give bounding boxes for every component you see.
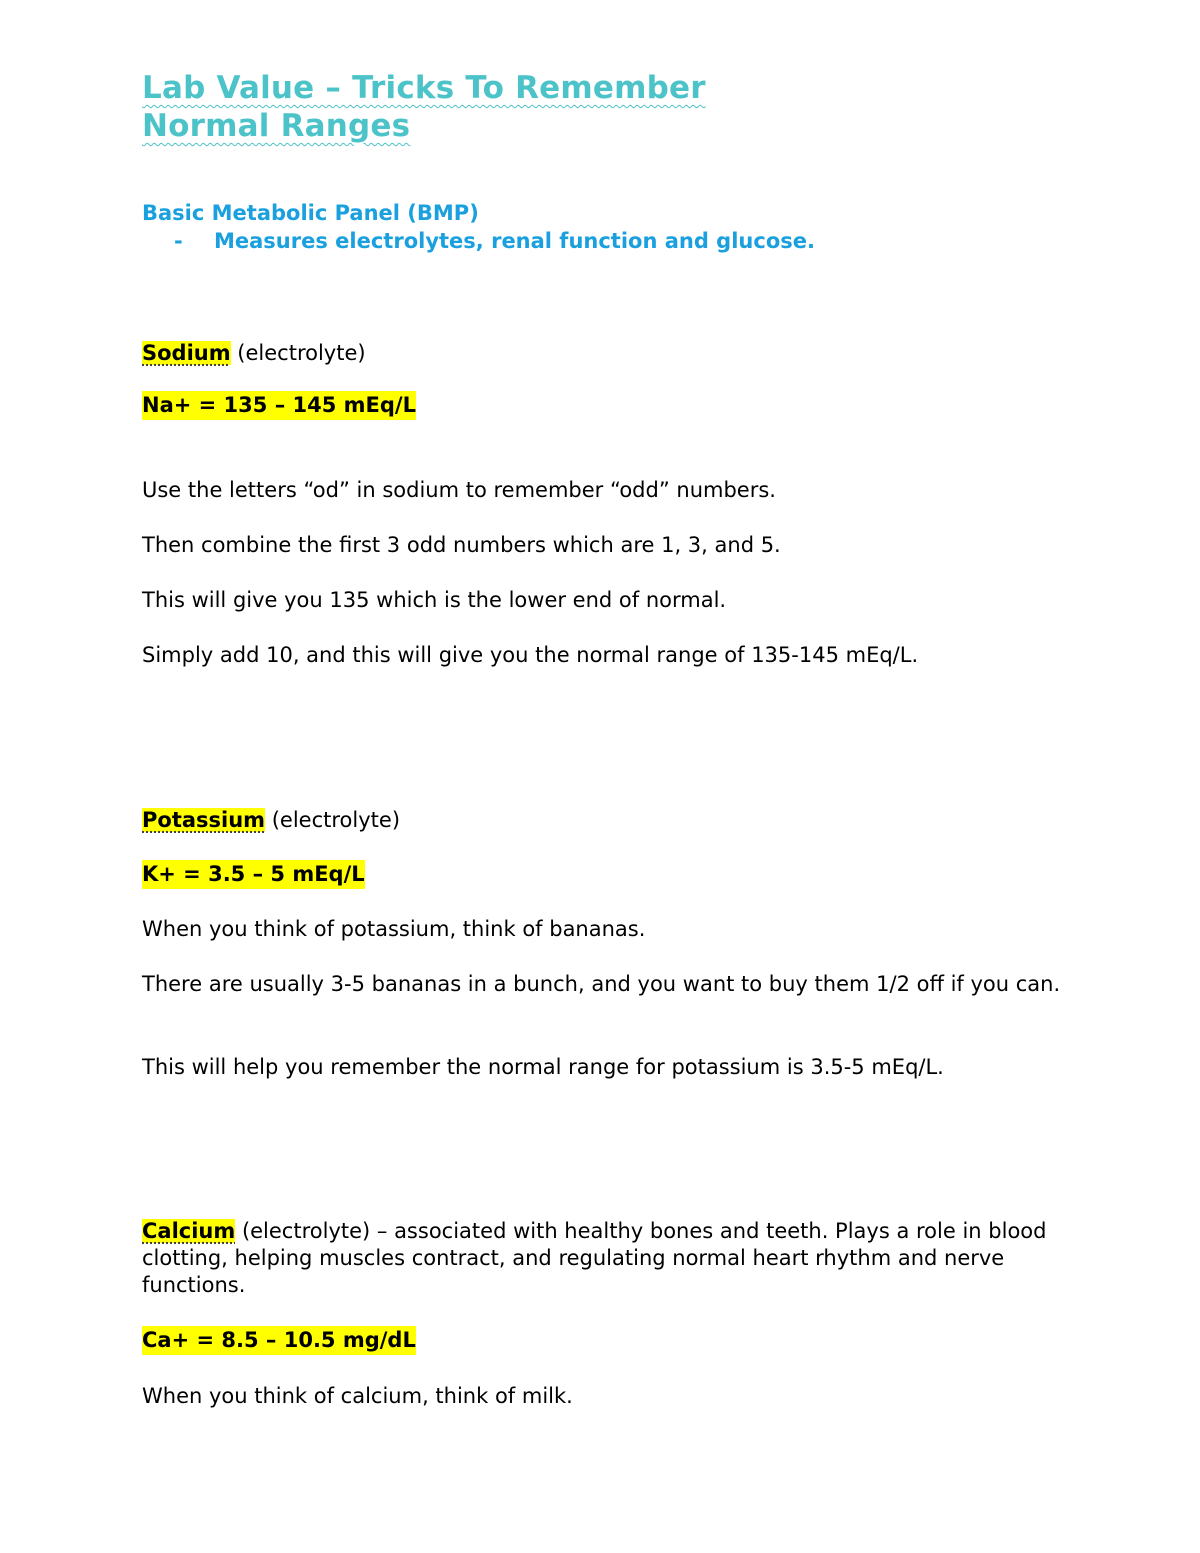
potassium-term: Potassium — [142, 808, 266, 832]
calcium-term: Calcium — [142, 1219, 236, 1243]
potassium-qualifier: (electrolyte) — [265, 808, 401, 832]
sodium-term: Sodium — [142, 341, 231, 365]
potassium-line: When you think of potassium, think of bananas. — [142, 917, 646, 941]
bmp-bullet — [174, 229, 815, 253]
sodium-range: Na+ = 135 – 145 mEq/L — [142, 391, 416, 420]
bmp-bullet-text: Measures electrolytes, renal function and glucose. — [214, 229, 815, 253]
sodium-heading — [142, 340, 366, 367]
calcium-range-row — [142, 1328, 416, 1352]
potassium-line: There are usually 3-5 bananas in a bunch, and you want to buy them 1/2 off if you can. — [142, 972, 1061, 996]
calcium-heading — [142, 1218, 1062, 1299]
sodium-line: Simply add 10, and this will give you the normal range of 135-145 mEq/L. — [142, 643, 919, 667]
potassium-heading — [142, 807, 400, 834]
sodium-qualifier: (electrolyte) — [230, 341, 366, 365]
potassium-line: This will help you remember the normal range for potassium is 3.5-5 mEq/L. — [142, 1055, 944, 1079]
sodium-range-row — [142, 393, 416, 417]
potassium-range: K+ = 3.5 – 5 mEq/L — [142, 860, 365, 889]
document-title-line-2: Normal Ranges — [142, 108, 411, 144]
sodium-line: Then combine the first 3 odd numbers which are 1, 3, and 5. — [142, 533, 781, 557]
document-title-line-1: Lab Value – Tricks To Remember — [142, 70, 706, 106]
calcium-description: (electrolyte) – associated with healthy bones and teeth. Plays a role in blood clotting, helping muscles contract, and regulating normal heart rhythm and nerve functions. — [142, 1219, 1047, 1297]
potassium-range-row — [142, 862, 365, 886]
calcium-range: Ca+ = 8.5 – 10.5 mg/dL — [142, 1326, 416, 1355]
bullet-dash: - — [174, 229, 183, 253]
sodium-line: Use the letters “od” in sodium to remember “odd” numbers. — [142, 478, 776, 502]
calcium-line: When you think of calcium, think of milk. — [142, 1384, 573, 1408]
sodium-line: This will give you 135 which is the lower end of normal. — [142, 588, 727, 612]
bmp-heading: Basic Metabolic Panel (BMP) — [142, 201, 479, 225]
